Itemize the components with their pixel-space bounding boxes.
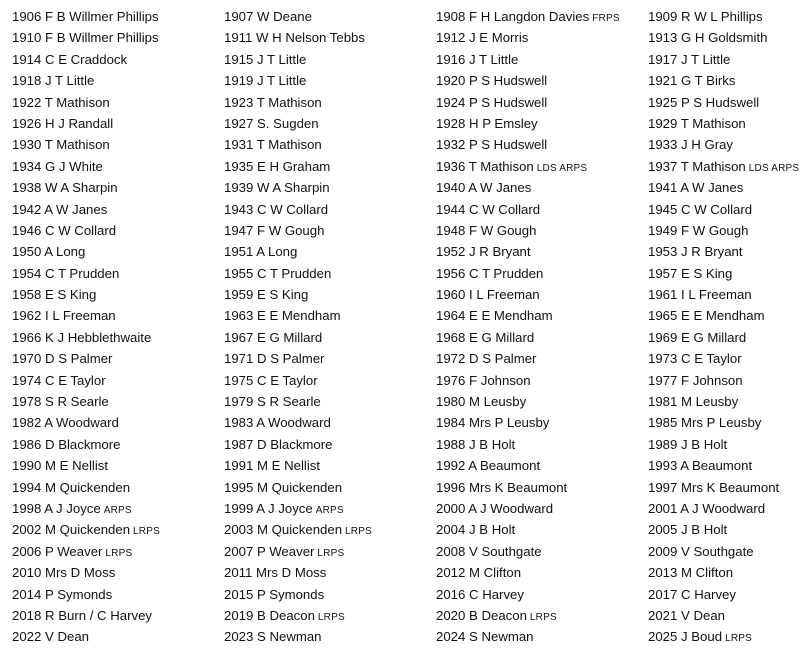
entry-cell bbox=[648, 113, 807, 134]
entry-cell bbox=[224, 156, 436, 179]
entry-cell bbox=[436, 391, 648, 412]
entry-cell bbox=[648, 541, 807, 564]
entry-cell bbox=[12, 541, 224, 564]
entry-cell bbox=[436, 370, 648, 391]
entry-cell bbox=[12, 626, 224, 649]
entries-row bbox=[12, 519, 807, 540]
entry-cell bbox=[648, 27, 807, 48]
entry-text: 1984 Mrs P Leusby bbox=[436, 415, 550, 431]
entry-cell bbox=[12, 156, 224, 179]
entry-suffix: FRPS bbox=[592, 13, 620, 24]
entry-cell bbox=[224, 605, 436, 628]
entry-cell bbox=[224, 327, 436, 348]
entry-text: 1949 F W Gough bbox=[648, 222, 749, 238]
entries-row bbox=[12, 6, 807, 27]
entry-cell bbox=[224, 477, 436, 498]
entry-cell bbox=[436, 156, 648, 179]
entry-cell bbox=[224, 391, 436, 412]
entry-cell bbox=[648, 477, 807, 498]
entry-text: 1999 A J Joyce bbox=[224, 500, 313, 516]
entries-row bbox=[12, 305, 807, 326]
entry-cell bbox=[12, 177, 224, 198]
entry-cell bbox=[436, 477, 648, 498]
entry-cell bbox=[224, 370, 436, 391]
entries-row bbox=[12, 370, 807, 391]
entry-cell bbox=[436, 584, 648, 605]
entry-text: 1922 T Mathison bbox=[12, 94, 110, 110]
entry-cell bbox=[648, 327, 807, 348]
entry-cell bbox=[224, 27, 436, 48]
entry-text: 1936 T Mathison bbox=[436, 158, 534, 174]
entry-cell bbox=[12, 498, 224, 521]
entry-text: 1959 E S King bbox=[224, 287, 309, 303]
entry-cell bbox=[648, 626, 807, 649]
entries-row bbox=[12, 498, 807, 519]
entry-cell bbox=[12, 6, 224, 29]
entry-text: 2015 P Symonds bbox=[224, 586, 325, 602]
entries-row bbox=[12, 263, 807, 284]
entry-cell bbox=[12, 199, 224, 220]
entry-text: 2005 J B Holt bbox=[648, 522, 728, 538]
entry-cell bbox=[648, 305, 807, 326]
entry-text: 1983 A Woodward bbox=[224, 415, 331, 431]
entry-cell bbox=[224, 584, 436, 605]
entry-cell bbox=[12, 92, 224, 113]
entry-text: 1976 F Johnson bbox=[436, 372, 531, 388]
entry-text: 2022 V Dean bbox=[12, 629, 89, 645]
entry-cell bbox=[12, 391, 224, 412]
entry-text: 1954 C T Prudden bbox=[12, 265, 120, 281]
entry-text: 2023 S Newman bbox=[224, 629, 322, 645]
entries-row bbox=[12, 477, 807, 498]
entry-text: 2013 M Clifton bbox=[648, 565, 734, 581]
entry-suffix: LDS ARPS bbox=[536, 162, 588, 174]
entry-cell bbox=[436, 27, 648, 48]
entry-cell bbox=[224, 284, 436, 305]
entry-cell bbox=[436, 263, 648, 284]
entry-text: 1987 D Blackmore bbox=[224, 436, 333, 452]
entry-text: 2020 B Deacon bbox=[436, 607, 527, 623]
entry-cell bbox=[436, 519, 648, 542]
entry-cell bbox=[12, 327, 224, 348]
entry-cell bbox=[648, 177, 807, 198]
entry-cell bbox=[224, 70, 436, 91]
entry-text: 1972 D S Palmer bbox=[436, 351, 537, 367]
entry-text: 1969 E G Millard bbox=[648, 329, 747, 345]
entry-cell bbox=[12, 134, 224, 155]
entry-text: 1974 C E Taylor bbox=[12, 372, 106, 388]
entries-row bbox=[12, 134, 807, 155]
entry-text: 1975 C E Taylor bbox=[224, 372, 318, 388]
entry-text: 2012 M Clifton bbox=[436, 565, 522, 581]
entry-text: 2009 V Southgate bbox=[648, 543, 754, 559]
entry-text: 1981 M Leusby bbox=[648, 394, 739, 410]
entry-text: 1933 J H Gray bbox=[648, 137, 734, 153]
entry-cell bbox=[436, 70, 648, 91]
entry-text: 1912 J E Morris bbox=[436, 30, 529, 46]
entry-text: 1943 C W Collard bbox=[224, 201, 329, 217]
entry-text: 1944 C W Collard bbox=[436, 201, 541, 217]
entry-cell bbox=[436, 348, 648, 369]
entry-cell bbox=[436, 626, 648, 649]
entry-text: 1962 I L Freeman bbox=[12, 308, 116, 324]
entries-row bbox=[12, 605, 807, 626]
entry-text: 1998 A J Joyce bbox=[12, 500, 101, 516]
entry-suffix: LRPS bbox=[345, 526, 372, 538]
entry-text: 1915 J T Little bbox=[224, 51, 307, 67]
entries-row bbox=[12, 434, 807, 455]
entry-cell bbox=[436, 434, 648, 455]
entry-text: 1908 F H Langdon Davies bbox=[436, 9, 590, 24]
entry-cell bbox=[224, 519, 436, 542]
entry-text: 1957 E S King bbox=[648, 265, 733, 281]
entry-cell bbox=[436, 541, 648, 564]
entries-row bbox=[12, 327, 807, 348]
entry-cell bbox=[224, 113, 436, 134]
entry-text: 1956 C T Prudden bbox=[436, 265, 544, 281]
entry-text: 1941 A W Janes bbox=[648, 180, 744, 196]
entry-text: 1993 A Beaumont bbox=[648, 458, 753, 474]
entry-text: 1991 M E Nellist bbox=[224, 458, 321, 474]
entry-cell bbox=[224, 263, 436, 284]
entry-text: 1970 D S Palmer bbox=[12, 351, 113, 367]
entry-cell bbox=[12, 412, 224, 433]
entry-text: 1979 S R Searle bbox=[224, 394, 321, 410]
entry-cell bbox=[12, 562, 224, 583]
entry-text: 2008 V Southgate bbox=[436, 543, 542, 559]
entry-text: 1988 J B Holt bbox=[436, 436, 516, 452]
entry-cell bbox=[648, 605, 807, 628]
entry-cell bbox=[648, 263, 807, 284]
entry-cell bbox=[648, 434, 807, 455]
entry-cell bbox=[648, 498, 807, 521]
entry-text: 1920 P S Hudswell bbox=[436, 73, 548, 89]
entry-text: 1964 E E Mendham bbox=[436, 308, 553, 324]
entry-suffix: LRPS bbox=[133, 526, 160, 538]
entry-text: 1947 F W Gough bbox=[224, 222, 325, 238]
entry-text: 1924 P S Hudswell bbox=[436, 94, 548, 110]
entry-text: 1927 S. Sugden bbox=[224, 115, 319, 131]
entry-cell bbox=[648, 584, 807, 605]
entry-cell bbox=[648, 455, 807, 476]
entry-cell bbox=[224, 177, 436, 198]
entries-row bbox=[12, 562, 807, 583]
entry-cell bbox=[436, 241, 648, 262]
entry-text: 2004 J B Holt bbox=[436, 522, 516, 538]
entry-cell bbox=[12, 348, 224, 369]
entry-text: 1997 Mrs K Beaumont bbox=[648, 479, 780, 495]
entry-text: 1918 J T Little bbox=[12, 73, 95, 89]
entries-row bbox=[12, 455, 807, 476]
entry-text: 1909 R W L Phillips bbox=[648, 9, 763, 24]
entry-cell bbox=[12, 70, 224, 91]
entry-cell bbox=[648, 391, 807, 412]
entry-text: 1948 F W Gough bbox=[436, 222, 537, 238]
entry-cell bbox=[436, 305, 648, 326]
entries-grid bbox=[12, 6, 807, 654]
entries-row bbox=[12, 92, 807, 113]
entry-text: 2001 A J Woodward bbox=[648, 500, 766, 516]
entry-cell bbox=[648, 562, 807, 583]
entry-cell bbox=[224, 562, 436, 583]
entries-row bbox=[12, 391, 807, 412]
entry-cell bbox=[648, 70, 807, 91]
entry-text: 1930 T Mathison bbox=[12, 137, 110, 153]
entry-cell bbox=[648, 49, 807, 70]
entry-cell bbox=[436, 6, 648, 29]
entry-text: 1914 C E Craddock bbox=[12, 51, 128, 67]
entry-text: 1911 W H Nelson Tebbs bbox=[224, 30, 365, 46]
entry-text: 1906 F B Willmer Phillips bbox=[12, 9, 159, 24]
entry-text: 1963 E E Mendham bbox=[224, 308, 341, 324]
entry-cell bbox=[224, 6, 436, 29]
entry-cell bbox=[436, 49, 648, 70]
entry-text: 1961 I L Freeman bbox=[648, 287, 752, 303]
entry-text: 1916 J T Little bbox=[436, 51, 519, 67]
entry-suffix: ARPS bbox=[315, 504, 344, 516]
entry-text: 1967 E G Millard bbox=[224, 329, 323, 345]
entry-text: 1931 T Mathison bbox=[224, 137, 322, 153]
entry-cell bbox=[12, 584, 224, 605]
entry-text: 2011 Mrs D Moss bbox=[224, 565, 327, 581]
entry-text: 1966 K J Hebblethwaite bbox=[12, 329, 152, 345]
entries-row bbox=[12, 220, 807, 241]
entry-text: 1996 Mrs K Beaumont bbox=[436, 479, 568, 495]
entry-cell bbox=[648, 6, 807, 29]
entry-text: 1968 E G Millard bbox=[436, 329, 535, 345]
entry-cell bbox=[648, 284, 807, 305]
entry-cell bbox=[436, 199, 648, 220]
entries-row bbox=[12, 70, 807, 91]
entry-text: 1995 M Quickenden bbox=[224, 479, 343, 495]
entry-cell bbox=[12, 113, 224, 134]
entries-row bbox=[12, 412, 807, 433]
entry-suffix: LRPS bbox=[725, 633, 752, 645]
entry-cell bbox=[12, 519, 224, 542]
entry-cell bbox=[12, 370, 224, 391]
entries-row bbox=[12, 49, 807, 70]
entry-text: 1937 T Mathison bbox=[648, 158, 746, 174]
entry-cell bbox=[436, 134, 648, 155]
entry-cell bbox=[436, 455, 648, 476]
entry-text: 2018 R Burn / C Harvey bbox=[12, 607, 152, 623]
entry-text: 1977 F Johnson bbox=[648, 372, 743, 388]
entry-cell bbox=[12, 305, 224, 326]
entry-text: 1929 T Mathison bbox=[648, 115, 746, 131]
entry-cell bbox=[12, 434, 224, 455]
entry-cell bbox=[436, 498, 648, 521]
entry-text: 2007 P Weaver bbox=[224, 543, 315, 559]
entry-cell bbox=[436, 113, 648, 134]
entry-text: 1928 H P Emsley bbox=[436, 115, 538, 131]
entry-cell bbox=[12, 284, 224, 305]
entry-cell bbox=[224, 498, 436, 521]
entry-text: 1938 W A Sharpin bbox=[12, 180, 118, 196]
entry-text: 1950 A Long bbox=[12, 244, 86, 260]
entry-cell bbox=[12, 605, 224, 628]
entries-row bbox=[12, 626, 807, 647]
entry-text: 2019 B Deacon bbox=[224, 607, 315, 623]
entry-cell bbox=[436, 412, 648, 433]
entry-suffix: LRPS bbox=[317, 547, 345, 559]
entry-text: 1946 C W Collard bbox=[12, 222, 117, 238]
entry-cell bbox=[436, 284, 648, 305]
entry-text: 2025 J Boud bbox=[648, 629, 723, 645]
entry-text: 1992 A Beaumont bbox=[436, 458, 541, 474]
entry-text: 2010 Mrs D Moss bbox=[12, 565, 116, 581]
entries-row bbox=[12, 156, 807, 177]
entry-text: 1994 M Quickenden bbox=[12, 479, 131, 495]
entries-row bbox=[12, 199, 807, 220]
entries-row bbox=[12, 348, 807, 369]
entry-cell bbox=[224, 455, 436, 476]
entry-text: 1960 I L Freeman bbox=[436, 287, 540, 303]
entry-cell bbox=[648, 370, 807, 391]
entry-text: 1935 E H Graham bbox=[224, 158, 331, 174]
entry-text: 2006 P Weaver bbox=[12, 543, 103, 559]
entry-text: 1925 P S Hudswell bbox=[648, 94, 760, 110]
entry-cell bbox=[436, 562, 648, 583]
entry-cell bbox=[436, 177, 648, 198]
entry-text: 1958 E S King bbox=[12, 287, 97, 303]
entry-text: 1951 A Long bbox=[224, 244, 298, 260]
entry-cell bbox=[12, 455, 224, 476]
entry-suffix: LRPS bbox=[317, 611, 345, 623]
entry-text: 1945 C W Collard bbox=[648, 201, 753, 217]
entry-text: 1990 M E Nellist bbox=[12, 458, 109, 474]
entry-text: 1917 J T Little bbox=[648, 51, 731, 67]
entry-text: 2017 C Harvey bbox=[648, 586, 736, 602]
entry-suffix: ARPS bbox=[103, 504, 132, 516]
entry-cell bbox=[224, 412, 436, 433]
entry-cell bbox=[12, 220, 224, 241]
entry-text: 1985 Mrs P Leusby bbox=[648, 415, 762, 431]
entry-cell bbox=[224, 626, 436, 649]
entries-row bbox=[12, 241, 807, 262]
entry-text: 1989 J B Holt bbox=[648, 436, 728, 452]
entry-text: 1940 A W Janes bbox=[436, 180, 532, 196]
entry-cell bbox=[436, 220, 648, 241]
entries-row bbox=[12, 27, 807, 48]
entry-text: 1907 W Deane bbox=[224, 9, 312, 24]
entry-text: 1971 D S Palmer bbox=[224, 351, 325, 367]
entry-suffix: LRPS bbox=[105, 547, 133, 559]
entry-cell bbox=[648, 348, 807, 369]
entry-suffix: LRPS bbox=[529, 611, 557, 623]
entry-text: 1921 G T Birks bbox=[648, 73, 736, 89]
entry-cell bbox=[436, 605, 648, 628]
entry-cell bbox=[12, 27, 224, 48]
entry-cell bbox=[648, 199, 807, 220]
entry-text: 1980 M Leusby bbox=[436, 394, 527, 410]
entries-row bbox=[12, 113, 807, 134]
entry-text: 2016 C Harvey bbox=[436, 586, 524, 602]
entry-text: 1926 H J Randall bbox=[12, 115, 114, 131]
entry-cell bbox=[648, 92, 807, 113]
entry-text: 1955 C T Prudden bbox=[224, 265, 332, 281]
entry-cell bbox=[224, 199, 436, 220]
entry-text: 2021 V Dean bbox=[648, 607, 725, 623]
entry-cell bbox=[648, 220, 807, 241]
entry-cell bbox=[12, 263, 224, 284]
entry-cell bbox=[648, 156, 807, 179]
entry-cell bbox=[224, 241, 436, 262]
entry-cell bbox=[224, 220, 436, 241]
entry-text: 1965 E E Mendham bbox=[648, 308, 765, 324]
entry-cell bbox=[436, 327, 648, 348]
entry-text: 1939 W A Sharpin bbox=[224, 180, 330, 196]
entry-text: 1913 G H Goldsmith bbox=[648, 30, 768, 46]
entries-row bbox=[12, 584, 807, 605]
entries-row bbox=[12, 284, 807, 305]
entry-text: 2003 M Quickenden bbox=[224, 522, 343, 538]
entry-text: 2024 S Newman bbox=[436, 629, 534, 645]
entry-cell bbox=[648, 241, 807, 262]
entry-cell bbox=[648, 519, 807, 542]
entry-text: 1953 J R Bryant bbox=[648, 244, 743, 260]
entry-text: 2014 P Symonds bbox=[12, 586, 113, 602]
entry-text: 1942 A W Janes bbox=[12, 201, 108, 217]
entry-text: 1973 C E Taylor bbox=[648, 351, 742, 367]
entries-row bbox=[12, 177, 807, 198]
entries-row bbox=[12, 541, 807, 562]
entry-cell bbox=[436, 92, 648, 113]
entry-cell bbox=[224, 92, 436, 113]
entry-cell bbox=[224, 134, 436, 155]
entry-text: 1978 S R Searle bbox=[12, 394, 109, 410]
entry-cell bbox=[648, 134, 807, 155]
entry-cell bbox=[12, 477, 224, 498]
entry-cell bbox=[648, 412, 807, 433]
entry-cell bbox=[12, 241, 224, 262]
entry-cell bbox=[224, 541, 436, 564]
entry-text: 2002 M Quickenden bbox=[12, 522, 131, 538]
entry-suffix: LDS ARPS bbox=[748, 162, 800, 174]
entry-text: 1934 G J White bbox=[12, 158, 103, 174]
entry-cell bbox=[224, 434, 436, 455]
entry-text: 1910 F B Willmer Phillips bbox=[12, 30, 159, 46]
entry-cell bbox=[224, 348, 436, 369]
entry-cell bbox=[12, 49, 224, 70]
entry-text: 1982 A Woodward bbox=[12, 415, 119, 431]
entry-cell bbox=[224, 49, 436, 70]
entry-text: 1986 D Blackmore bbox=[12, 436, 121, 452]
entry-cell bbox=[224, 305, 436, 326]
entry-text: 1923 T Mathison bbox=[224, 94, 322, 110]
entry-text: 2000 A J Woodward bbox=[436, 500, 554, 516]
entry-text: 1932 P S Hudswell bbox=[436, 137, 548, 153]
entry-text: 1952 J R Bryant bbox=[436, 244, 531, 260]
entry-text: 1919 J T Little bbox=[224, 73, 307, 89]
